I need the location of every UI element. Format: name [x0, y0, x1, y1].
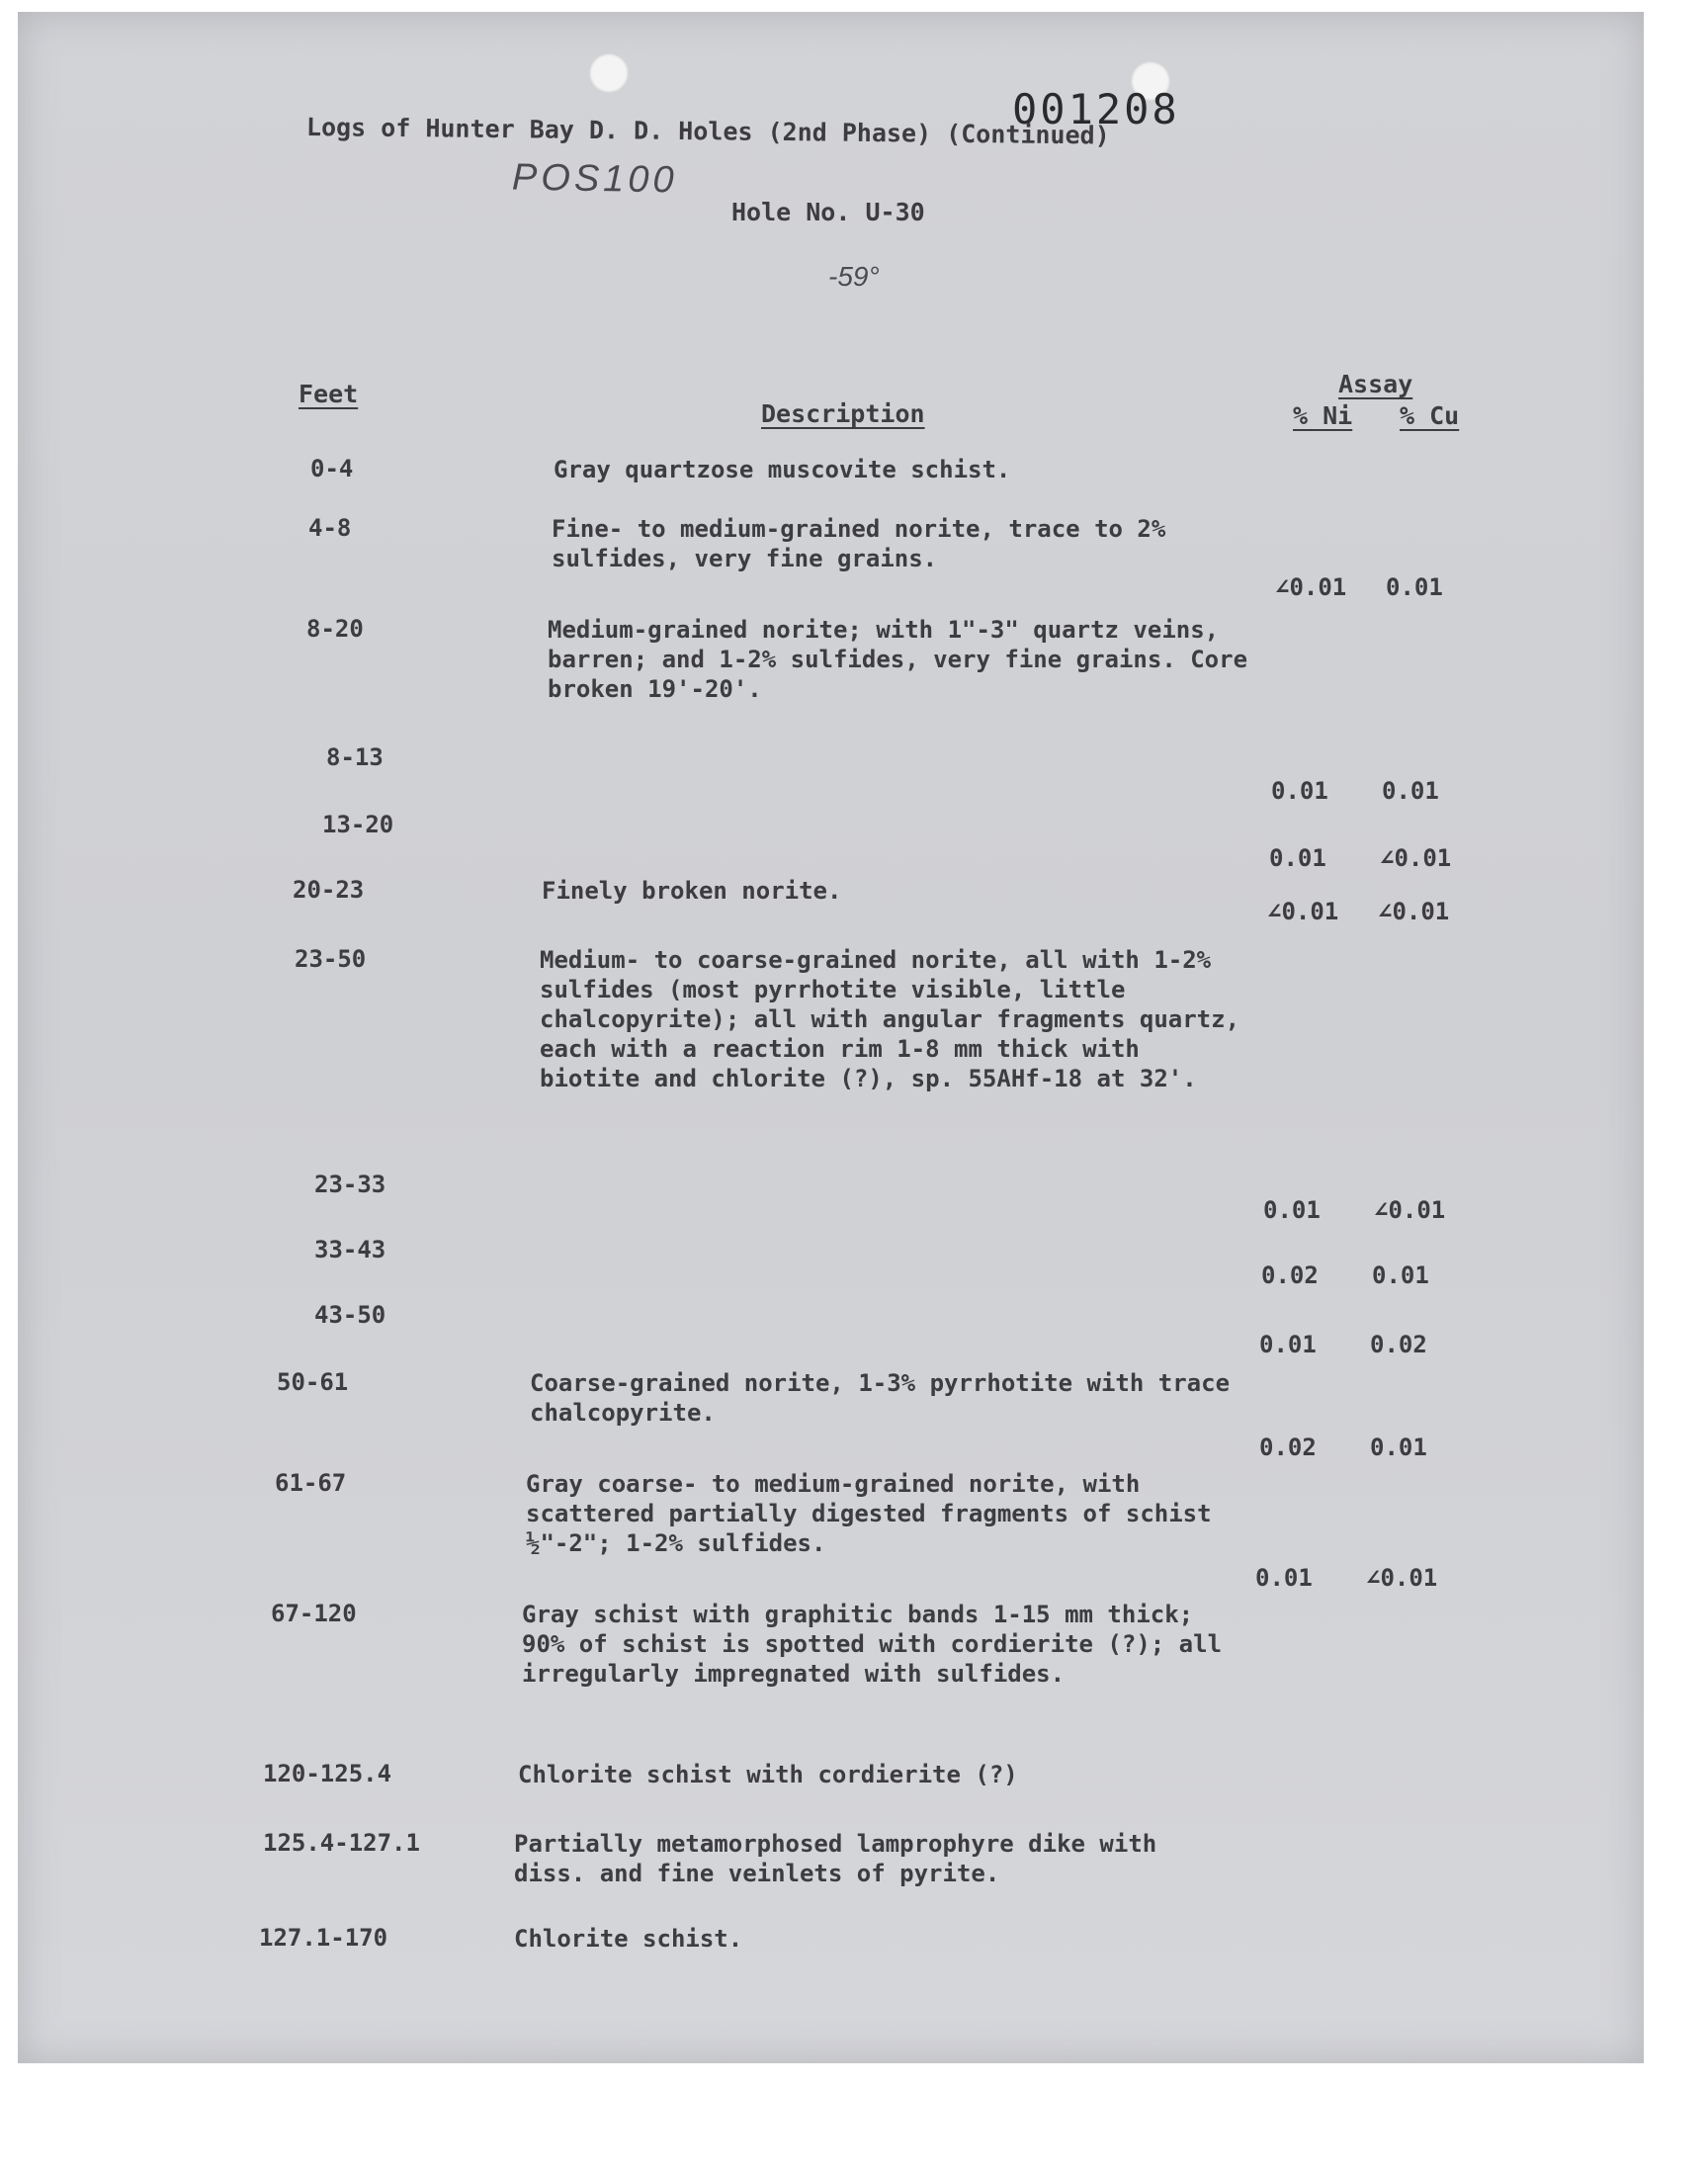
description-header: Description	[761, 399, 925, 428]
description-text: Partially metamorphosed lamprophyre dike with diss. and fine veinlets of pyrite.	[514, 1830, 1157, 1887]
document-title: Logs of Hunter Bay D. D. Holes (2nd Phase) (Continued)	[305, 113, 1110, 150]
ni-assay-value: 0.01	[1271, 777, 1328, 805]
description-text: Gray schist with graphitic bands 1-15 mm thick; 90% of schist is spotted with cordierite (?); all irregularly impregnated with sulfides.	[522, 1601, 1223, 1688]
feet-interval: 50-61	[277, 1368, 349, 1396]
feet-interval: 8-20	[306, 615, 364, 643]
cu-assay-value: 0.01	[1372, 1262, 1429, 1289]
description-text: Chlorite schist with cordierite (?)	[518, 1761, 1018, 1788]
assay-header: Assay	[1338, 370, 1413, 398]
feet-interval: 67-120	[271, 1600, 357, 1627]
cu-assay-value: ∠0.01	[1378, 898, 1450, 925]
ni-assay-value: 0.01	[1263, 1196, 1321, 1224]
handwritten-code: POS100	[511, 156, 679, 202]
cu-assay-value: 0.01	[1386, 573, 1443, 601]
document-page	[18, 12, 1644, 2063]
feet-interval: 61-67	[275, 1469, 347, 1497]
ni-assay-value: ∠0.01	[1275, 573, 1347, 601]
hole-number: Hole No. U-30	[731, 198, 925, 226]
feet-interval: 20-23	[293, 876, 365, 904]
description-text: Gray quartzose muscovite schist.	[554, 456, 1011, 483]
cu-assay-value: ∠0.01	[1374, 1196, 1446, 1224]
ni-assay-value: 0.02	[1261, 1262, 1319, 1289]
cu-assay-value: ∠0.01	[1366, 1564, 1438, 1592]
feet-interval: 127.1-170	[259, 1924, 388, 1952]
ni-assay-value: ∠0.01	[1267, 898, 1339, 925]
feet-interval: 125.4-127.1	[263, 1829, 420, 1857]
cu-header: % Cu	[1400, 401, 1460, 430]
punch-hole-left	[589, 53, 629, 93]
cu-assay-value: 0.01	[1382, 777, 1439, 805]
feet-interval: 23-50	[295, 945, 367, 973]
description-text: Medium-grained norite; with 1"-3" quartz veins, barren; and 1-2% sulfides, very fine grains. Core broken 19'-20'.	[548, 616, 1248, 703]
feet-interval: 0-4	[310, 455, 354, 482]
description-text: Fine- to medium-grained norite, trace to 2% sulfides, very fine grains.	[552, 515, 1166, 572]
feet-interval: 43-50	[314, 1301, 386, 1329]
cu-assay-value: 0.02	[1370, 1331, 1427, 1358]
description-text: Coarse-grained norite, 1-3% pyrrhotite with trace chalcopyrite.	[530, 1369, 1231, 1427]
cu-assay-value: ∠0.01	[1380, 844, 1452, 872]
document-number-stamp: 001208	[1012, 85, 1180, 133]
feet-interval: 4-8	[308, 514, 352, 542]
ni-assay-value: 0.01	[1259, 1331, 1317, 1358]
feet-interval: 33-43	[314, 1236, 386, 1263]
feet-header: Feet	[299, 380, 359, 408]
description-text: Gray coarse- to medium-grained norite, with scattered partially digested fragments of schist ½"-2"; 1-2% sulfides.	[526, 1470, 1212, 1557]
feet-interval: 23-33	[314, 1171, 386, 1198]
feet-interval: 13-20	[322, 811, 394, 838]
description-text: Medium- to coarse-grained norite, all with 1-2% sulfides (most pyrrhotite visible, little chalcopyrite); all with angular fragments quartz, each with a reaction rim 1-8 mm thick with biotite and chlorite (?), sp. 55AHf-18 at 32'.	[540, 946, 1240, 1092]
ni-assay-value: 0.01	[1255, 1564, 1313, 1592]
description-text: Finely broken norite.	[542, 877, 842, 905]
ni-assay-value: 0.02	[1259, 1434, 1317, 1461]
feet-interval: 120-125.4	[263, 1760, 392, 1787]
ni-header: % Ni	[1293, 401, 1353, 430]
description-text: Chlorite schist.	[514, 1925, 743, 1953]
feet-interval: 8-13	[326, 743, 384, 771]
ni-assay-value: 0.01	[1269, 844, 1326, 872]
hole-angle: -59°	[828, 261, 880, 292]
cu-assay-value: 0.01	[1370, 1434, 1427, 1461]
